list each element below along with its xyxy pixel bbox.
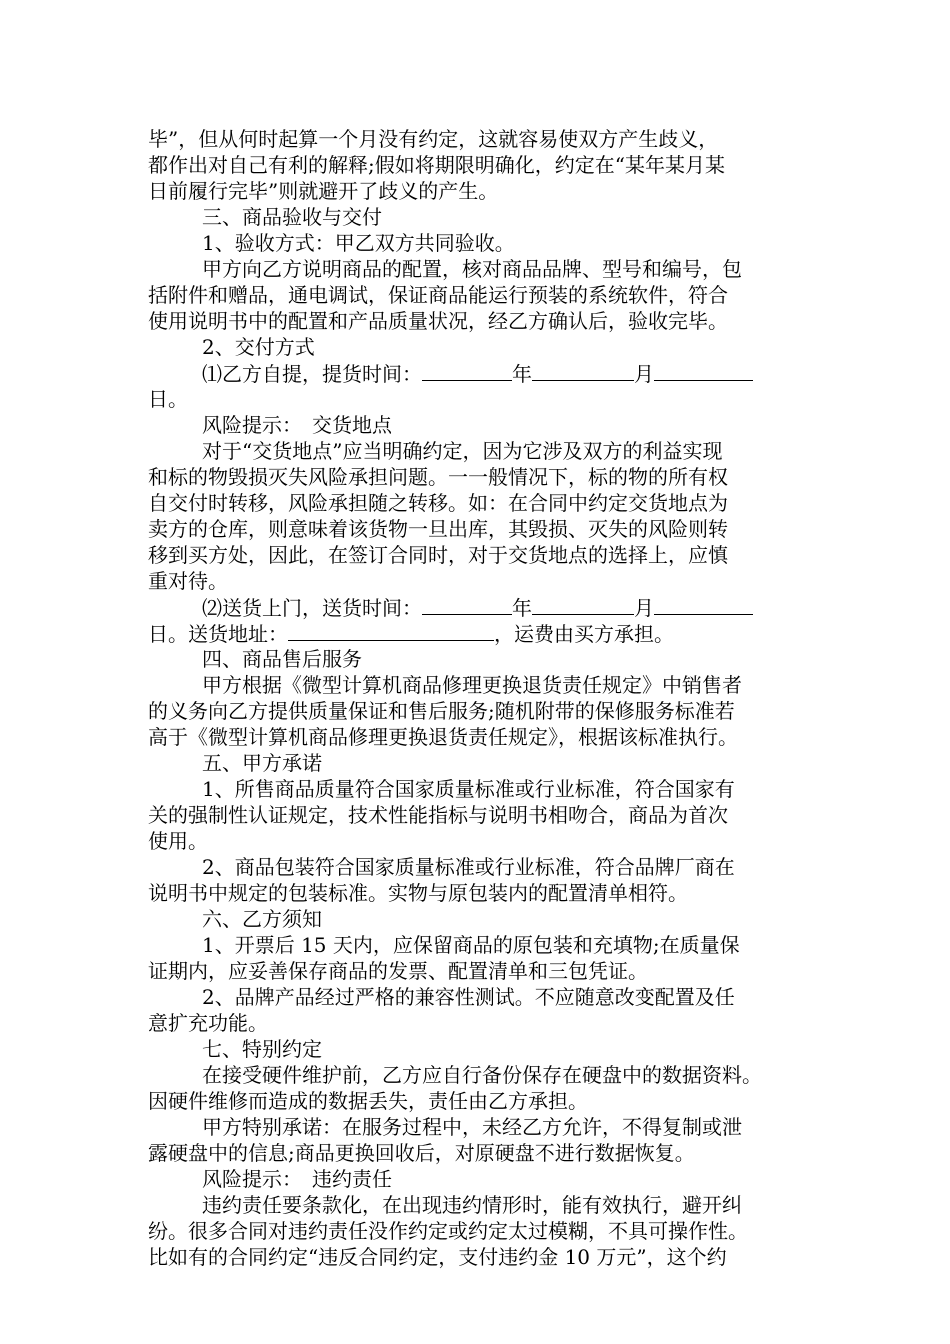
text-line: 毕”，但从何时起算一个月没有约定，这就容易使双方产生歧义， — [148, 127, 719, 151]
text-line: 1、开票后 15 天内，应保留商品的原包装和充填物;在质量保 — [202, 933, 740, 957]
delivery-time-line — [202, 594, 753, 620]
month-label: 月 — [634, 596, 654, 620]
year-label: 年 — [512, 362, 532, 386]
text-line: 因硬件维修而造成的数据丢失，责任由乙方承担。 — [148, 1089, 588, 1113]
text-line: 自交付时转移，风险承担随之转移。如：在合同中约定交货地点为 — [148, 491, 728, 515]
text-line: 意扩充功能。 — [148, 1011, 268, 1035]
text-line: 1、所售商品质量符合国家质量标准或行业标准，符合国家有 — [202, 777, 735, 801]
section-heading: 三、商品验收与交付 — [202, 205, 382, 229]
risk-tip-heading: 风险提示： 交货地点 — [202, 413, 392, 437]
text-line: 比如有的合同约定“违反合同约定，支付违约金 10 万元”，这个约 — [148, 1245, 727, 1269]
address-blank — [288, 620, 494, 641]
section-heading: 七、特别约定 — [202, 1037, 322, 1061]
delivery-address-line — [148, 620, 674, 646]
day-blank — [654, 360, 753, 381]
text-line: 移到买方处，因此，在签订合同时，对于交货地点的选择上，应慎 — [148, 543, 728, 567]
text-line: 括附件和赠品，通电调试，保证商品能运行预装的系统软件，符合 — [148, 283, 728, 307]
year-blank — [422, 594, 512, 615]
text-line: 的义务向乙方提供质量保证和售后服务;随机附带的保修服务标准若 — [148, 699, 735, 723]
text-line: 露硬盘中的信息;商品更换回收后，对原硬盘不进行数据恢复。 — [148, 1141, 695, 1165]
month-blank — [532, 594, 634, 615]
delivery-address-label: 日。送货地址： — [148, 622, 288, 646]
text-line: 使用说明书中的配置和产品质量状况，经乙方确认后，验收完毕。 — [148, 309, 728, 333]
section-heading: 四、商品售后服务 — [202, 647, 362, 671]
text-line: 高于《微型计算机商品修理更换退货责任规定》，根据该标准执行。 — [148, 725, 738, 749]
pickup-time-line — [202, 360, 753, 386]
text-line: 使用。 — [148, 829, 208, 853]
text-line: 对于“交货地点”应当明确约定，因为它涉及双方的利益实现 — [202, 439, 723, 463]
text-line: 重对待。 — [148, 569, 228, 593]
month-label: 月 — [634, 362, 654, 386]
text-line: 都作出对自己有利的解释;假如将期限明确化，约定在“某年某月某 — [148, 153, 725, 177]
text-line: 说明书中规定的包装标准。实物与原包装内的配置清单相符。 — [148, 881, 688, 905]
text-line: 甲方向乙方说明商品的配置，核对商品品牌、型号和编号，包 — [202, 257, 742, 281]
text-line: 在接受硬件维护前，乙方应自行备份保存在硬盘中的数据资料。 — [202, 1063, 762, 1087]
text-line: 日前履行完毕”则就避开了歧义的产生。 — [148, 179, 499, 203]
section-heading: 五、甲方承诺 — [202, 751, 322, 775]
text-line: 1、验收方式：甲乙双方共同验收。 — [202, 231, 515, 255]
text-line: 2、品牌产品经过严格的兼容性测试。不应随意改变配置及任 — [202, 985, 735, 1009]
text-line: 关的强制性认证规定，技术性能指标与说明书相吻合，商品为首次 — [148, 803, 728, 827]
year-blank — [422, 360, 512, 381]
day-blank — [654, 594, 753, 615]
text-line: 日。 — [148, 387, 188, 411]
text-line: 甲方根据《微型计算机商品修理更换退货责任规定》中销售者 — [202, 673, 742, 697]
risk-tip-heading: 风险提示： 违约责任 — [202, 1167, 392, 1191]
month-blank — [532, 360, 634, 381]
section-heading: 六、乙方须知 — [202, 907, 322, 931]
freight-note: ，运费由买方承担。 — [494, 622, 674, 646]
text-line: 证期内，应妥善保存商品的发票、配置清单和三包凭证。 — [148, 959, 648, 983]
text-line: 卖方的仓库，则意味着该货物一旦出库，其毁损、灭失的风险则转 — [148, 517, 728, 541]
text-line: 和标的物毁损灭失风险承担问题。一一般情况下，标的物的所有权 — [148, 465, 728, 489]
text-line: 违约责任要条款化，在出现违约情形时，能有效执行，避开纠 — [202, 1193, 742, 1217]
text-line: 2、交付方式 — [202, 335, 315, 359]
year-label: 年 — [512, 596, 532, 620]
text-line: 甲方特别承诺：在服务过程中，未经乙方允许，不得复制或泄 — [202, 1115, 742, 1139]
text-line: 2、商品包装符合国家质量标准或行业标准，符合品牌厂商在 — [202, 855, 735, 879]
text-line: 纷。很多合同对违约责任没作约定或约定太过模糊，不具可操作性。 — [148, 1219, 748, 1243]
delivery-time-label: ⑵送货上门，送货时间： — [202, 596, 422, 620]
pickup-time-label: ⑴乙方自提，提货时间： — [202, 362, 422, 386]
